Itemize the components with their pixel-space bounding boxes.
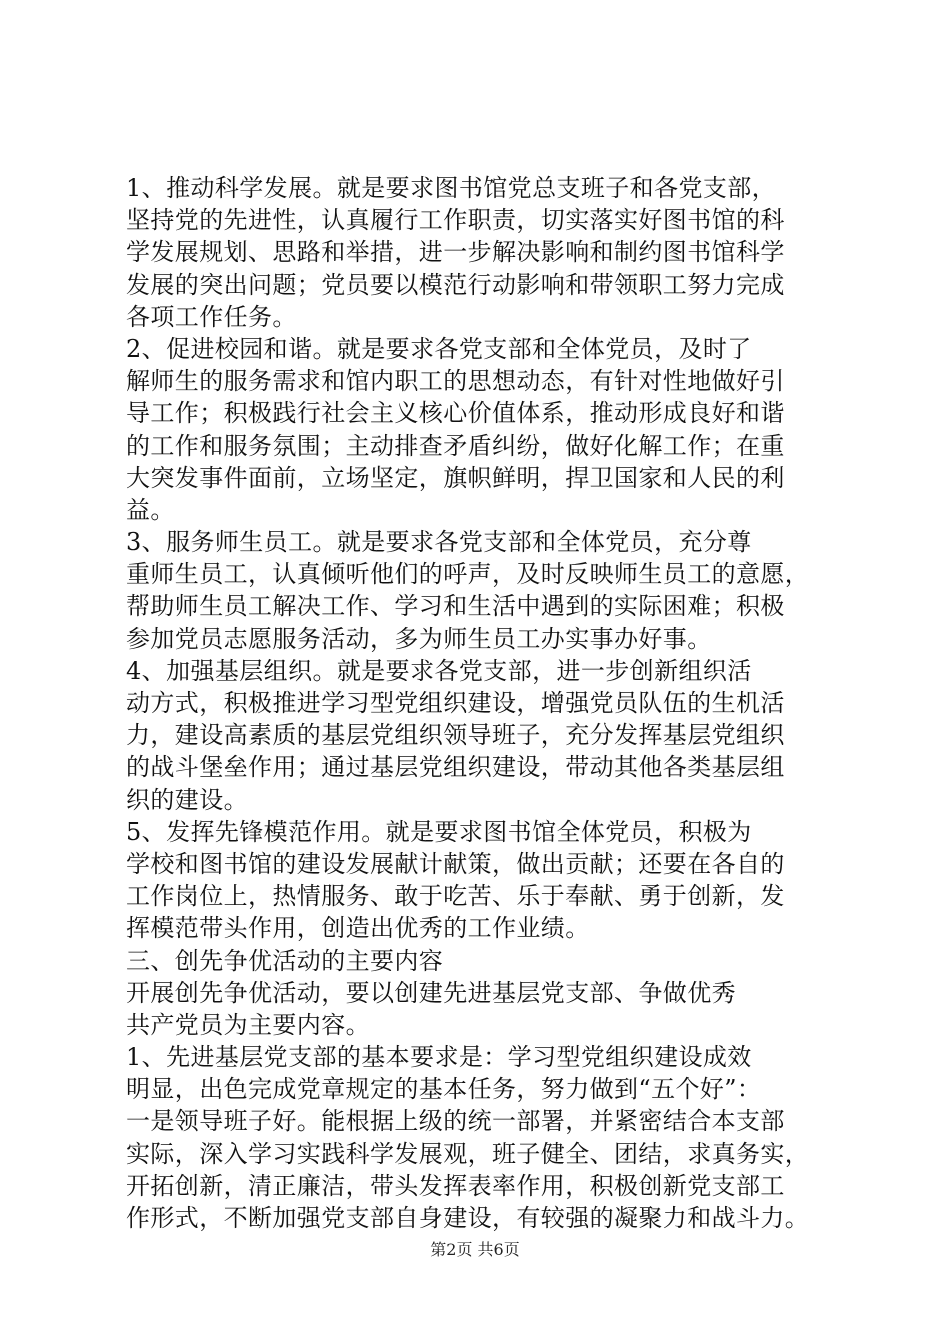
text-line: 的战斗堡垒作用；通过基层党组织建设，带动其他各类基层组 bbox=[126, 753, 785, 782]
text-line: 解师生的服务需求和馆内职工的思想动态，有针对性地做好引 bbox=[126, 367, 785, 396]
page-number-label: 第2页 共6页 bbox=[430, 1240, 520, 1259]
text-line: 益。 bbox=[126, 495, 175, 524]
text-line: 发展的突出问题；党员要以模范行动影响和带领职工努力完成 bbox=[126, 270, 785, 299]
text-line: 作形式，不断加强党支部自身建设，有较强的凝聚力和战斗力。 bbox=[126, 1204, 810, 1232]
text-line: 学发展规划、思路和举措，进一步解决影响和制约图书馆科学 bbox=[126, 238, 785, 267]
text-line: 1、先进基层党支部的基本要求是：学习型党组织建设成效 bbox=[126, 1043, 752, 1072]
text-line: 一是领导班子好。能根据上级的统一部署，并紧密结合本支部 bbox=[126, 1107, 785, 1136]
text-line: 学校和图书馆的建设发展献计献策，做出贡献；还要在各自的 bbox=[126, 849, 785, 878]
text-line: 的工作和服务氛围；主动排查矛盾纠纷，做好化解工作；在重 bbox=[126, 431, 785, 460]
page-footer bbox=[0, 1240, 950, 1260]
text-line: 各项工作任务。 bbox=[126, 302, 297, 331]
text-line: 导工作；积极践行社会主义核心价值体系，推动形成良好和谐 bbox=[126, 399, 785, 428]
text-line: 力，建设高素质的基层党组织领导班子，充分发挥基层党组织 bbox=[126, 721, 785, 750]
text-line: 工作岗位上，热情服务、敢于吃苦、乐于奉献、勇于创新，发 bbox=[126, 882, 785, 911]
text-line: 实际，深入学习实践科学发展观，班子健全、团结，求真务实， bbox=[126, 1139, 810, 1168]
text-line: 开展创先争优活动，要以创建先进基层党支部、争做优秀 bbox=[126, 978, 736, 1007]
text-line: 4、加强基层组织。就是要求各党支部，进一步创新组织活 bbox=[126, 656, 752, 685]
text-line: 1、推动科学发展。就是要求图书馆党总支班子和各党支部， bbox=[126, 174, 777, 202]
text-line: 帮助师生员工解决工作、学习和生活中遇到的实际困难；积极 bbox=[126, 592, 785, 621]
text-line: 重师生员工，认真倾听他们的呼声，及时反映师生员工的意愿， bbox=[126, 560, 810, 589]
text-line: 坚持党的先进性，认真履行工作职责，切实落实好图书馆的科 bbox=[126, 206, 785, 235]
document-body bbox=[126, 172, 844, 1234]
text-line: 动方式，积极推进学习型党组织建设，增强党员队伍的生机活 bbox=[126, 689, 785, 717]
text-line: 开拓创新，清正廉洁，带头发挥表率作用，积极创新党支部工 bbox=[126, 1171, 785, 1200]
section-heading: 三、创先争优活动的主要内容 bbox=[126, 946, 444, 975]
text-line: 织的建设。 bbox=[126, 785, 248, 814]
text-line: 2、促进校园和谐。就是要求各党支部和全体党员，及时了 bbox=[126, 334, 752, 363]
text-line: 3、服务师生员工。就是要求各党支部和全体党员，充分尊 bbox=[126, 528, 752, 557]
text-line: 挥模范带头作用，创造出优秀的工作业绩。 bbox=[126, 914, 590, 943]
text-line: 参加党员志愿服务活动，多为师生员工办实事办好事。 bbox=[126, 624, 712, 653]
text-line: 明显，出色完成党章规定的基本任务，努力做到“五个好”： bbox=[126, 1075, 762, 1104]
text-line: 共产党员为主要内容。 bbox=[126, 1010, 370, 1039]
text-line: 大突发事件面前，立场坚定，旗帜鲜明，捍卫国家和人民的利 bbox=[126, 463, 785, 492]
text-line: 5、发挥先锋模范作用。就是要求图书馆全体党员，积极为 bbox=[126, 817, 752, 846]
